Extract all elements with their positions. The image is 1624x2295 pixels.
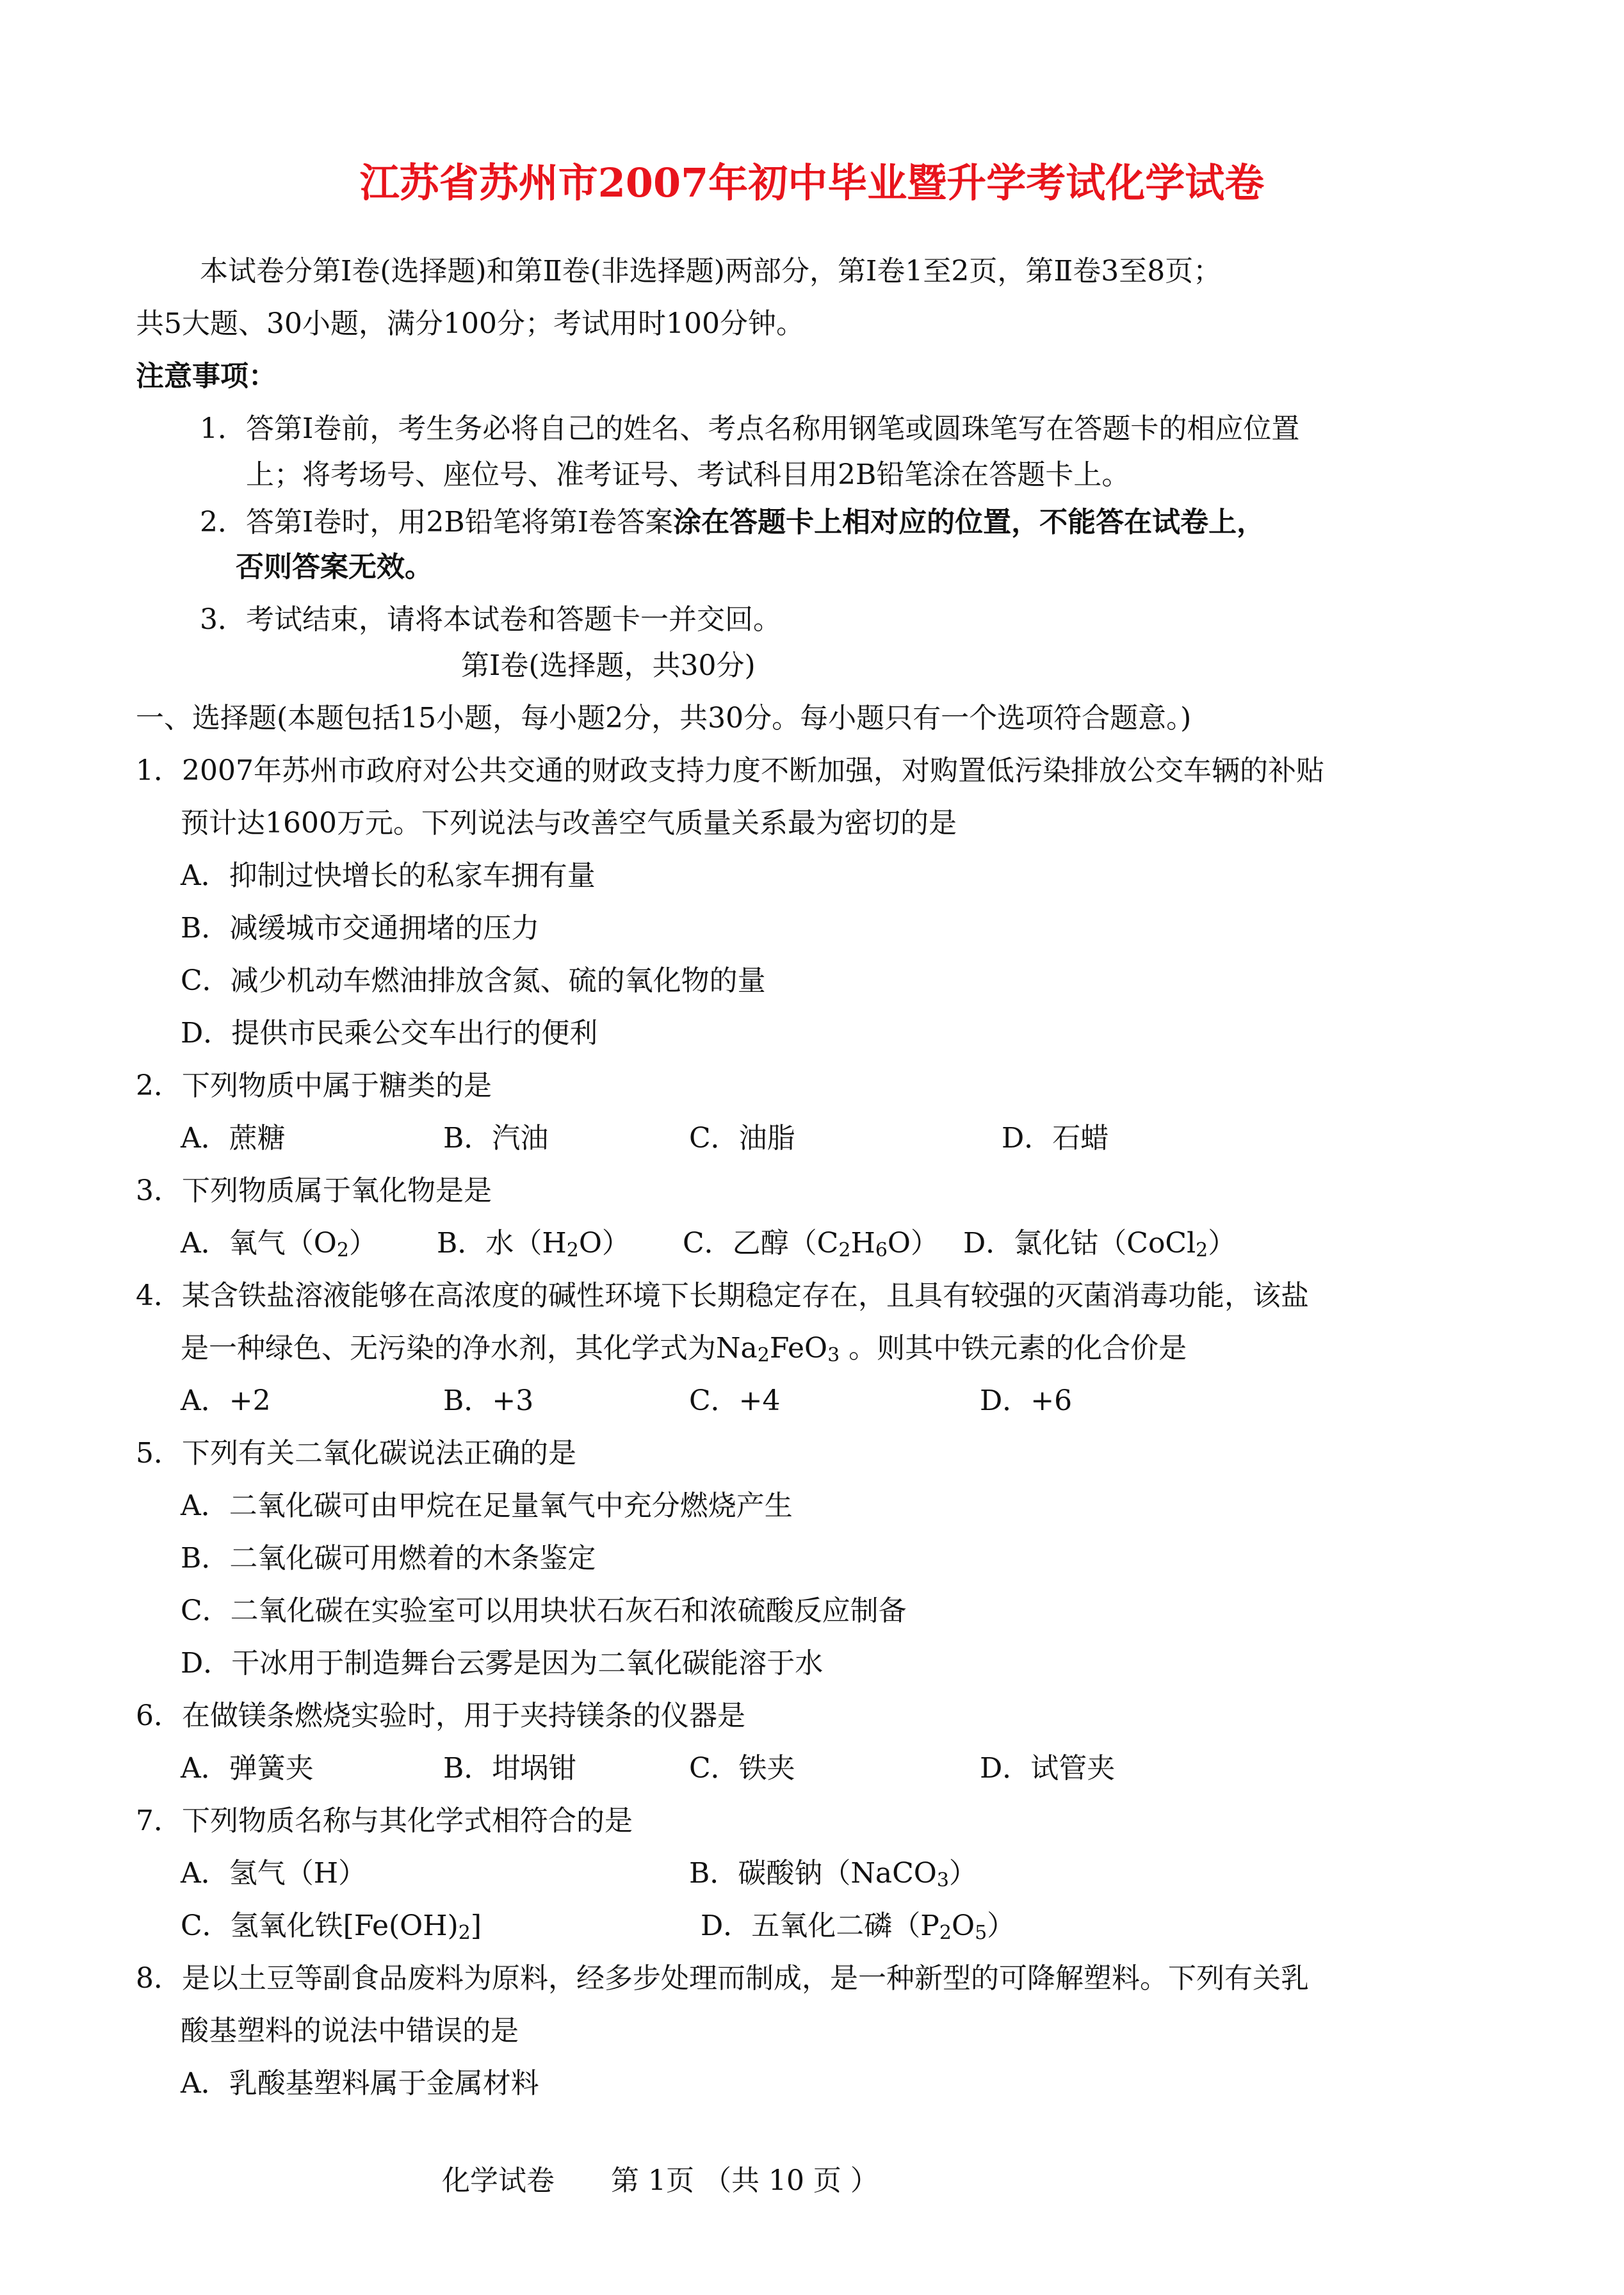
notice-item-1-line-2: 上；将考场号、座位号、准考证号、考试科目用2B铅笔涂在答题卡上。 (246, 458, 1130, 491)
q3-b-text: B．水（H (437, 1227, 567, 1260)
q4-formula-sub-2: 3 (827, 1344, 840, 1366)
q8-option-a: A．乳酸基塑料属于金属材料 (181, 2067, 539, 2100)
notice-item-2-line-2: 否则答案无效。 (236, 551, 433, 583)
q3-a-text-end: ） (348, 1227, 377, 1260)
q6-option-c: C．铁夹 (689, 1752, 795, 1785)
q7-option-a: A．氢气（H） (181, 1857, 367, 1890)
q3-option-d (963, 1224, 1236, 1263)
q4-formula-mid: FeO (769, 1332, 828, 1365)
document-title: 江苏省苏州市2007年初中毕业暨升学考试化学试卷 (359, 159, 1265, 206)
q3-b-text-end: O） (578, 1227, 630, 1260)
q3-c-text-end: O） (887, 1227, 939, 1260)
q1-option-c: C．减少机动车燃油排放含氮、硫的氧化物的量 (181, 964, 766, 997)
q7-d-sub-1: 2 (939, 1922, 952, 1944)
q3-a-sub: 2 (336, 1239, 349, 1261)
q3-d-sub: 2 (1196, 1239, 1208, 1261)
q2-stem: 2．下列物质中属于糖类的是 (136, 1069, 492, 1102)
q2-option-c: C．油脂 (689, 1122, 795, 1155)
notice-item-1-line-1: 1．答第Ⅰ卷前，考生务必将自己的姓名、考点名称用钢笔或圆珠笔写在答题卡的相应位置 (200, 412, 1300, 445)
q6-option-a: A．弹簧夹 (181, 1752, 314, 1785)
q7-c-text-end: ] (470, 1910, 482, 1942)
q2-option-d: D．石蜡 (1002, 1122, 1109, 1155)
notice-item-2-line-1 (200, 503, 1265, 542)
q3-c-text: C．乙醇（C (683, 1227, 839, 1260)
q7-d-sub-2: 5 (975, 1922, 987, 1944)
notice-heading: 注意事项： (136, 360, 277, 393)
q3-option-c (683, 1224, 939, 1263)
page-footer: 化学试卷 第 1页 （共 10 页 ） (442, 2164, 879, 2197)
q1-option-a: A．抑制过快增长的私家车拥有量 (181, 859, 596, 892)
q6-stem: 6．在做镁条燃烧实验时，用于夹持镁条的仪器是 (136, 1699, 745, 1732)
q4-formula-sub-1: 2 (757, 1344, 770, 1366)
q4-option-c: C．+4 (689, 1384, 781, 1417)
q3-d-text: D．氯化钴（CoCl (963, 1227, 1196, 1260)
q3-c-text-mid: H (850, 1227, 875, 1260)
notice-item-2-emphasis: 涂在答题卡上相对应的位置，不能答在试卷上， (673, 506, 1265, 539)
q2-option-a: A．蔗糖 (181, 1122, 286, 1155)
q5-option-b: B．二氧化碳可用燃着的木条鉴定 (181, 1542, 596, 1575)
q7-c-sub: 2 (458, 1922, 471, 1944)
q3-c-sub-1: 2 (838, 1239, 851, 1261)
q7-option-c (181, 1907, 482, 1945)
q4-option-d: D．+6 (980, 1384, 1073, 1417)
q5-stem: 5．下列有关二氧化碳说法正确的是 (136, 1437, 576, 1470)
q2-option-b: B．汽油 (443, 1122, 549, 1155)
q1-stem-line-1: 1．2007年苏州市政府对公共交通的财政支持力度不断加强，对购置低污染排放公交车辆的补贴 (136, 754, 1324, 787)
q6-option-d: D．试管夹 (980, 1752, 1116, 1785)
q7-option-d (701, 1907, 1015, 1945)
q5-option-d: D．干冰用于制造舞台云雾是因为二氧化碳能溶于水 (181, 1647, 824, 1680)
q4-stem-text: 是一种绿色、无污染的净水剂，其化学式为Na (181, 1332, 758, 1365)
q7-option-b (689, 1854, 977, 1893)
q3-b-sub: 2 (566, 1239, 579, 1261)
q1-option-b: B．减缓城市交通拥堵的压力 (181, 912, 540, 945)
q8-stem-line-1: 8．是以土豆等副食品废料为原料，经多步处理而制成，是一种新型的可降解塑料。下列有关乳 (136, 1962, 1309, 1995)
q1-stem-line-2: 预计达1600万元。下列说法与改善空气质量关系最为密切的是 (181, 807, 957, 839)
q7-d-text-mid: O (951, 1910, 975, 1942)
q4-option-b: B．+3 (443, 1384, 534, 1417)
q8-stem-line-2: 酸基塑料的说法中错误的是 (181, 2015, 519, 2047)
q3-option-a (181, 1224, 377, 1263)
intro-line-2: 共5大题、30小题，满分100分；考试用时100分钟。 (136, 307, 804, 340)
section-1-heading: 一、选择题(本题包括15小题，每小题2分，共30分。每小题只有一个选项符合题意。) (136, 702, 1192, 734)
q7-stem: 7．下列物质名称与其化学式相符合的是 (136, 1804, 633, 1837)
q7-b-text: B．碳酸钠（NaCO (689, 1857, 937, 1890)
q7-b-sub: 3 (936, 1869, 949, 1892)
q3-c-sub-2: 6 (875, 1239, 888, 1261)
q4-stem-line-1: 4．某含铁盐溶液能够在高浓度的碱性环境下长期稳定存在，且具有较强的灭菌消毒功能，该盐 (136, 1279, 1309, 1312)
part-1-heading: 第Ⅰ卷(选择题，共30分) (461, 649, 756, 682)
q3-stem: 3．下列物质属于氧化物是是 (136, 1174, 492, 1207)
q7-c-text: C．氢氧化铁[Fe(OH) (181, 1910, 459, 1942)
notice-item-2-text: 2．答第Ⅰ卷时，用2B铅笔将第Ⅰ卷答案 (200, 506, 674, 539)
q7-d-text: D．五氧化二磷（P (701, 1910, 939, 1942)
q1-option-d: D．提供市民乘公交车出行的便利 (181, 1017, 598, 1050)
q4-option-a: A．+2 (181, 1384, 271, 1417)
q4-stem-text-end: 。则其中铁元素的化合价是 (840, 1332, 1187, 1365)
q3-option-b (437, 1224, 630, 1263)
intro-line-1: 本试卷分第Ⅰ卷(选择题)和第Ⅱ卷(非选择题)两部分，第Ⅰ卷1至2页，第Ⅱ卷3至8页； (200, 255, 1222, 288)
q7-b-text-end: ） (948, 1857, 977, 1890)
q4-stem-line-2 (181, 1329, 1187, 1368)
q7-d-text-end: ） (987, 1910, 1016, 1942)
notice-item-3: 3．考试结束，请将本试卷和答题卡一并交回。 (200, 603, 781, 636)
q5-option-a: A．二氧化碳可由甲烷在足量氧气中充分燃烧产生 (181, 1489, 793, 1522)
q5-option-c: C．二氧化碳在实验室可以用块状石灰石和浓硫酸反应制备 (181, 1594, 907, 1627)
q3-d-text-end: ） (1208, 1227, 1237, 1260)
q6-option-b: B．坩埚钳 (443, 1752, 577, 1785)
q3-a-text: A．氧气（O (181, 1227, 337, 1260)
